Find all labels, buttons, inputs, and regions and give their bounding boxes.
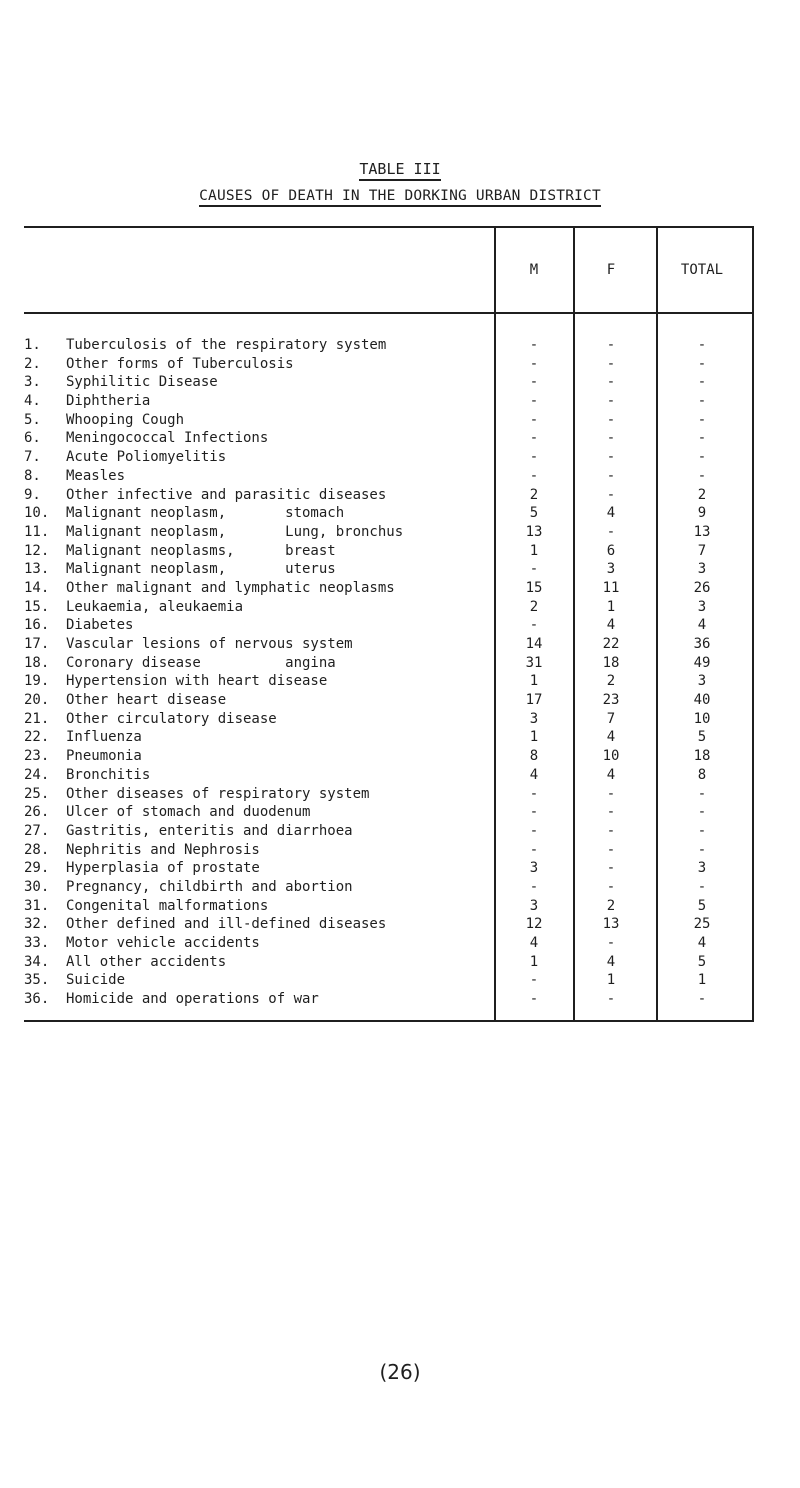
- table-row: [0, 467, 800, 486]
- male-count: -: [529, 617, 539, 634]
- bottom-rule: [24, 1020, 754, 1022]
- male-count: -: [529, 841, 539, 858]
- row-number: 20.: [24, 692, 50, 709]
- table-row: [0, 971, 800, 990]
- row-number: 10.: [24, 505, 50, 522]
- table-row: [0, 897, 800, 916]
- total-count: 36: [693, 636, 711, 652]
- male-count: -: [529, 449, 539, 466]
- total-count: 4: [697, 617, 707, 634]
- row-number: 13.: [24, 561, 50, 578]
- header-female: F: [606, 262, 616, 278]
- cause-label: Bronchitis: [66, 766, 151, 783]
- row-number: 32.: [24, 916, 50, 933]
- female-count: -: [606, 860, 616, 877]
- total-count: -: [697, 841, 707, 858]
- cause-label: Congenital malformations: [66, 897, 269, 914]
- table-row: [0, 355, 800, 374]
- row-number: 17.: [24, 636, 50, 652]
- total-count: -: [697, 467, 707, 484]
- total-count: -: [697, 393, 707, 410]
- female-count: 4: [606, 766, 616, 783]
- male-count: 1: [529, 729, 539, 746]
- total-count: 10: [693, 710, 711, 727]
- female-count: 13: [602, 916, 620, 933]
- row-number: 36.: [24, 991, 50, 1008]
- male-count: 17: [525, 692, 543, 709]
- total-count: 3: [697, 673, 707, 690]
- cause-label: Meningococcal Infections: [66, 430, 269, 447]
- female-count: 2: [606, 897, 616, 914]
- cause-label: Influenza: [66, 729, 142, 746]
- row-number: 7.: [24, 449, 41, 466]
- male-count: 14: [525, 636, 543, 652]
- table-row: [0, 448, 800, 467]
- table-row: [0, 822, 800, 841]
- total-count: -: [697, 822, 707, 839]
- female-count: -: [606, 523, 616, 540]
- cause-label: Other defined and ill-defined diseases: [66, 916, 387, 933]
- table-row: [0, 841, 800, 860]
- cause-label: Ulcer of stomach and duodenum: [66, 804, 311, 821]
- total-count: 3: [697, 561, 707, 578]
- male-count: 1: [529, 542, 539, 559]
- female-count: 4: [606, 729, 616, 746]
- table-row: [0, 373, 800, 392]
- female-count: -: [606, 430, 616, 447]
- row-number: 22.: [24, 729, 50, 746]
- table-row: [0, 710, 800, 729]
- row-number: 30.: [24, 878, 50, 895]
- row-number: 14.: [24, 579, 50, 596]
- row-number: 9.: [24, 486, 41, 503]
- row-number: 31.: [24, 897, 50, 914]
- cause-label: Other infective and parasitic diseases: [66, 486, 387, 503]
- row-number: 23.: [24, 748, 50, 765]
- female-count: -: [606, 804, 616, 821]
- female-count: 7: [606, 710, 616, 727]
- male-count: -: [529, 411, 539, 428]
- table-row: [0, 635, 800, 654]
- female-count: -: [606, 411, 616, 428]
- top-rule: [24, 226, 754, 228]
- female-count: -: [606, 355, 616, 372]
- row-number: 8.: [24, 467, 41, 484]
- male-count: -: [529, 991, 539, 1008]
- cause-label: Other heart disease: [66, 692, 227, 709]
- cause-label: Hyperplasia of prostate: [66, 860, 260, 877]
- table-row: [0, 728, 800, 747]
- cause-label: Suicide: [66, 972, 126, 989]
- total-count: 3: [697, 598, 707, 615]
- male-count: 3: [529, 897, 539, 914]
- male-count: -: [529, 878, 539, 895]
- total-count: -: [697, 430, 707, 447]
- cause-label: Pneumonia: [66, 748, 142, 765]
- cause-label: Vascular lesions of nervous system: [66, 636, 353, 652]
- total-count: 5: [697, 897, 707, 914]
- female-count: 1: [606, 972, 616, 989]
- table-row: [0, 747, 800, 766]
- male-count: 3: [529, 710, 539, 727]
- table-row: [0, 392, 800, 411]
- male-count: 2: [529, 486, 539, 503]
- table-row: [0, 523, 800, 542]
- header-total: TOTAL: [680, 262, 724, 278]
- male-count: 3: [529, 860, 539, 877]
- table-row: [0, 598, 800, 617]
- table-row: [0, 616, 800, 635]
- female-count: -: [606, 935, 616, 951]
- total-count: 9: [697, 505, 707, 522]
- table-row: [0, 672, 800, 691]
- header-rule: [24, 312, 754, 314]
- row-number: 35.: [24, 972, 50, 989]
- total-count: -: [697, 804, 707, 821]
- row-number: 27.: [24, 822, 50, 839]
- row-number: 4.: [24, 393, 41, 410]
- female-count: -: [606, 374, 616, 391]
- female-count: 23: [602, 692, 620, 709]
- total-count: 3: [697, 860, 707, 877]
- cause-label: Tuberculosis of the respiratory system: [66, 337, 387, 353]
- male-count: -: [529, 804, 539, 821]
- cause-label: Malignant neoplasm, uterus: [66, 561, 336, 578]
- male-count: -: [529, 972, 539, 989]
- female-count: 22: [602, 636, 620, 652]
- header-male: M: [529, 262, 539, 278]
- table-subtitle: CAUSES OF DEATH IN THE DORKING URBAN DISTRICT: [0, 188, 800, 204]
- male-count: 12: [525, 916, 543, 933]
- total-count: 18: [693, 748, 711, 765]
- row-number: 11.: [24, 523, 50, 540]
- table-row: [0, 579, 800, 598]
- male-count: -: [529, 785, 539, 802]
- total-count: 5: [697, 729, 707, 746]
- total-count: 8: [697, 766, 707, 783]
- female-count: -: [606, 449, 616, 466]
- female-count: -: [606, 841, 616, 858]
- table-row: [0, 953, 800, 972]
- row-number: 12.: [24, 542, 50, 559]
- female-count: -: [606, 486, 616, 503]
- table-body: [0, 336, 800, 1009]
- cause-label: Other diseases of respiratory system: [66, 785, 370, 802]
- male-count: -: [529, 430, 539, 447]
- cause-label: Homicide and operations of war: [66, 991, 319, 1008]
- row-number: 5.: [24, 411, 41, 428]
- row-number: 1.: [24, 337, 41, 353]
- total-count: -: [697, 355, 707, 372]
- male-count: -: [529, 561, 539, 578]
- table-row: [0, 504, 800, 523]
- female-count: 10: [602, 748, 620, 765]
- cause-label: All other accidents: [66, 953, 227, 970]
- female-count: -: [606, 822, 616, 839]
- total-count: -: [697, 337, 707, 353]
- row-number: 16.: [24, 617, 50, 634]
- cause-label: Diabetes: [66, 617, 134, 634]
- total-count: 1: [697, 972, 707, 989]
- table-row: [0, 429, 800, 448]
- table-row: [0, 486, 800, 505]
- female-count: 4: [606, 505, 616, 522]
- total-count: -: [697, 991, 707, 1008]
- male-count: -: [529, 393, 539, 410]
- table-row: [0, 654, 800, 673]
- row-number: 24.: [24, 766, 50, 783]
- female-count: -: [606, 467, 616, 484]
- row-number: 25.: [24, 785, 50, 802]
- total-count: -: [697, 411, 707, 428]
- male-count: -: [529, 355, 539, 372]
- row-number: 29.: [24, 860, 50, 877]
- row-number: 18.: [24, 654, 50, 671]
- page-number: (26): [379, 1360, 421, 1384]
- female-count: -: [606, 393, 616, 410]
- female-count: -: [606, 878, 616, 895]
- cause-label: Leukaemia, aleukaemia: [66, 598, 244, 615]
- total-count: 49: [693, 654, 711, 671]
- male-count: 5: [529, 505, 539, 522]
- male-count: 1: [529, 673, 539, 690]
- male-count: 8: [529, 748, 539, 765]
- female-count: 18: [602, 654, 620, 671]
- table-row: [0, 934, 800, 953]
- male-count: -: [529, 822, 539, 839]
- cause-label: Syphilitic Disease: [66, 374, 218, 391]
- male-count: 2: [529, 598, 539, 615]
- row-number: 6.: [24, 430, 41, 447]
- table-row: [0, 336, 800, 355]
- cause-label: Gastritis, enteritis and diarrhoea: [66, 822, 353, 839]
- row-number: 26.: [24, 804, 50, 821]
- row-number: 33.: [24, 935, 50, 951]
- row-number: 19.: [24, 673, 50, 690]
- cause-label: Whooping Cough: [66, 411, 185, 428]
- cause-label: Malignant neoplasms, breast: [66, 542, 336, 559]
- table-title: TABLE III: [0, 160, 800, 178]
- female-count: 4: [606, 953, 616, 970]
- female-count: -: [606, 991, 616, 1008]
- total-count: 7: [697, 542, 707, 559]
- male-count: 4: [529, 766, 539, 783]
- female-count: 4: [606, 617, 616, 634]
- cause-label: Diphtheria: [66, 393, 151, 410]
- male-count: -: [529, 374, 539, 391]
- cause-label: Other circulatory disease: [66, 710, 277, 727]
- total-count: 26: [693, 579, 711, 596]
- table-row: [0, 859, 800, 878]
- female-count: -: [606, 785, 616, 802]
- cause-label: Nephritis and Nephrosis: [66, 841, 260, 858]
- total-count: 40: [693, 692, 711, 709]
- male-count: -: [529, 337, 539, 353]
- male-count: 13: [525, 523, 543, 540]
- total-count: -: [697, 449, 707, 466]
- table-row: [0, 785, 800, 804]
- total-count: -: [697, 785, 707, 802]
- table-row: [0, 915, 800, 934]
- male-count: 1: [529, 953, 539, 970]
- table-row: [0, 803, 800, 822]
- total-count: 25: [693, 916, 711, 933]
- cause-label: Motor vehicle accidents: [66, 935, 260, 951]
- cause-label: Malignant neoplasm, stomach: [66, 505, 345, 522]
- male-count: 31: [525, 654, 543, 671]
- female-count: 11: [602, 579, 620, 596]
- cause-label: Malignant neoplasm, Lung, bronchus: [66, 523, 404, 540]
- total-count: -: [697, 374, 707, 391]
- table-row: [0, 990, 800, 1009]
- female-count: 3: [606, 561, 616, 578]
- male-count: 15: [525, 579, 543, 596]
- row-number: 34.: [24, 953, 50, 970]
- row-number: 2.: [24, 355, 41, 372]
- female-count: 2: [606, 673, 616, 690]
- row-number: 21.: [24, 710, 50, 727]
- row-number: 3.: [24, 374, 41, 391]
- total-count: 4: [697, 935, 707, 951]
- row-number: 28.: [24, 841, 50, 858]
- cause-label: Measles: [66, 467, 126, 484]
- table-row: [0, 878, 800, 897]
- table-row: [0, 411, 800, 430]
- total-count: 5: [697, 953, 707, 970]
- male-count: -: [529, 467, 539, 484]
- row-number: 15.: [24, 598, 50, 615]
- cause-label: Other malignant and lymphatic neoplasms: [66, 579, 395, 596]
- cause-label: Hypertension with heart disease: [66, 673, 328, 690]
- table-row: [0, 691, 800, 710]
- male-count: 4: [529, 935, 539, 951]
- female-count: 6: [606, 542, 616, 559]
- female-count: 1: [606, 598, 616, 615]
- total-count: 13: [693, 523, 711, 540]
- table-row: [0, 560, 800, 579]
- total-count: 2: [697, 486, 707, 503]
- cause-label: Coronary disease angina: [66, 654, 336, 671]
- table-row: [0, 766, 800, 785]
- female-count: -: [606, 337, 616, 353]
- table-row: [0, 542, 800, 561]
- cause-label: Acute Poliomyelitis: [66, 449, 227, 466]
- total-count: -: [697, 878, 707, 895]
- cause-label: Pregnancy, childbirth and abortion: [66, 878, 353, 895]
- cause-label: Other forms of Tuberculosis: [66, 355, 294, 372]
